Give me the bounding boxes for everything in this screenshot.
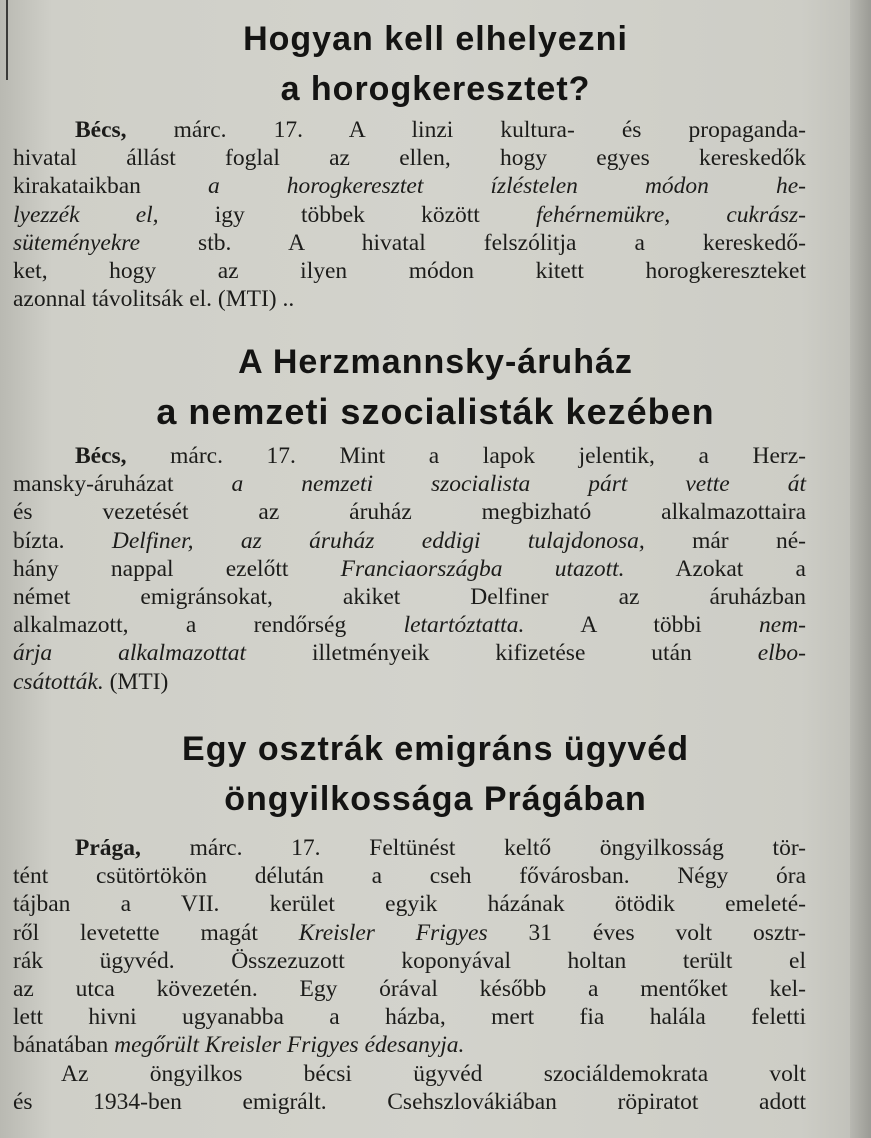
text-run: igy többek között xyxy=(158,201,536,228)
emphasis-run: a horogkeresztet ízléstelen módon he- xyxy=(207,173,806,200)
text-line xyxy=(13,639,806,667)
text-run: márc. 17. Mint a lapok jelentik, a Herz- xyxy=(126,443,806,469)
text-run: stb. A hivatal felszólitja a kereskedő- xyxy=(140,229,806,256)
article-herzmannsky xyxy=(0,337,871,437)
text-run: már né- xyxy=(644,527,806,554)
text-line xyxy=(13,442,806,470)
emphasis-run: nem- xyxy=(759,612,806,639)
text-line: és vezetését az áruház megbizható alkalmazottaira xyxy=(13,499,806,526)
text-line xyxy=(13,172,806,200)
text-line xyxy=(13,229,806,257)
headline-line: a horogkeresztet? xyxy=(280,70,591,108)
emphasis-run: a nemzeti szocialista párt vette át xyxy=(231,471,806,498)
emphasis-run: megőrült Kreisler Frigyes édesanyja. xyxy=(114,1032,465,1059)
text-line: német emigránsokat, akiket Delfiner az áruházban xyxy=(13,584,806,611)
text-line: hivatal állást foglal az ellen, hogy egyes kereskedők xyxy=(13,145,806,172)
headline-line: a nemzeti szocialisták kezében xyxy=(156,391,715,432)
text-line xyxy=(13,555,806,583)
text-run: (MTI) xyxy=(103,668,169,695)
article-body xyxy=(13,116,806,313)
text-line xyxy=(13,668,806,696)
text-line xyxy=(13,201,806,229)
emphasis-run: fehérnemükre, cukrász- xyxy=(536,201,806,228)
page-fold-shadow xyxy=(850,0,871,1138)
text-line xyxy=(13,919,806,947)
text-line xyxy=(13,1031,806,1059)
headline-line: Hogyan kell elhelyezni xyxy=(243,20,628,58)
headline-line: öngyilkossága Prágában xyxy=(224,780,647,818)
text-run: márc. 17. Feltünést keltő öngyilkosság tör- xyxy=(140,835,806,861)
text-line xyxy=(13,470,806,498)
emphasis-run: Franciaországba utazott. xyxy=(340,555,625,582)
text-run: 31 éves volt osztr- xyxy=(487,919,806,946)
text-line xyxy=(13,116,806,144)
text-run: alkalmazott, a rendőrség xyxy=(13,612,404,639)
text-line: lett hivni ugyanabba a házba, mert fia halála feletti xyxy=(13,1004,806,1031)
emphasis-run: csátották. xyxy=(13,668,104,695)
text-run: kirakataikban xyxy=(13,173,208,200)
text-line: tént csütörtökön délután a cseh fővárosban. Négy óra xyxy=(13,863,806,890)
text-run: Azokat a xyxy=(624,555,806,582)
headline-line: Egy osztrák emigráns ügyvéd xyxy=(182,730,689,768)
article-headline xyxy=(0,337,871,437)
text-line: és 1934-ben emigrált. Csehszlovákiában röpiratot adott xyxy=(13,1088,806,1115)
article-horogkereszt xyxy=(0,14,871,114)
text-line xyxy=(13,611,806,639)
text-line: ket, hogy az ilyen módon kitett horogkereszteket xyxy=(13,258,806,285)
article-body xyxy=(13,442,806,696)
text-run: bánatában xyxy=(13,1032,115,1059)
text-line: rák ügyvéd. Összezuzott koponyával holtan terült el xyxy=(13,947,806,974)
text-run: A többi xyxy=(524,612,760,639)
article-emigrans-ugyved xyxy=(0,724,871,824)
dateline-city: Bécs, xyxy=(75,443,127,469)
text-line xyxy=(13,527,806,555)
text-run: illetményeik kifizetése után xyxy=(246,640,758,667)
text-line: Az öngyilkos bécsi ügyvéd szociáldemokrata volt xyxy=(61,1060,806,1087)
text-run: márc. 17. A linzi kultura- és propaganda- xyxy=(126,117,806,143)
article-headline xyxy=(0,724,871,824)
text-run: ről levetette magát xyxy=(13,919,299,946)
emphasis-run: Delfiner, az áruház eddigi tulajdonosa, xyxy=(111,527,645,554)
text-line xyxy=(13,834,806,862)
emphasis-run: süteményekre xyxy=(13,229,141,256)
article-headline xyxy=(0,14,871,114)
emphasis-run: letartóztatta. xyxy=(403,612,525,639)
headline-line: A Herzmannsky-áruház xyxy=(238,343,633,381)
emphasis-run: elbo- xyxy=(757,640,806,667)
text-run: hány nappal ezelőtt xyxy=(13,555,341,582)
dateline-city: Bécs, xyxy=(75,117,127,143)
text-run: bízta. xyxy=(13,527,112,554)
emphasis-run: Kreisler Frigyes xyxy=(298,919,488,946)
dateline-city: Prága, xyxy=(75,835,141,861)
text-line: azonnal távolitsák el. (MTI) .. xyxy=(13,286,295,313)
article-body xyxy=(13,834,806,1116)
text-line: tájban a VII. kerület egyik házának ötödik emeleté- xyxy=(13,891,806,918)
emphasis-run: lyezzék el, xyxy=(13,201,159,228)
text-run: mansky-áruházat xyxy=(13,471,232,498)
emphasis-run: árja alkalmazottat xyxy=(13,640,247,667)
text-line: az utca kövezetén. Egy órával később a mentőket kel- xyxy=(13,976,806,1003)
